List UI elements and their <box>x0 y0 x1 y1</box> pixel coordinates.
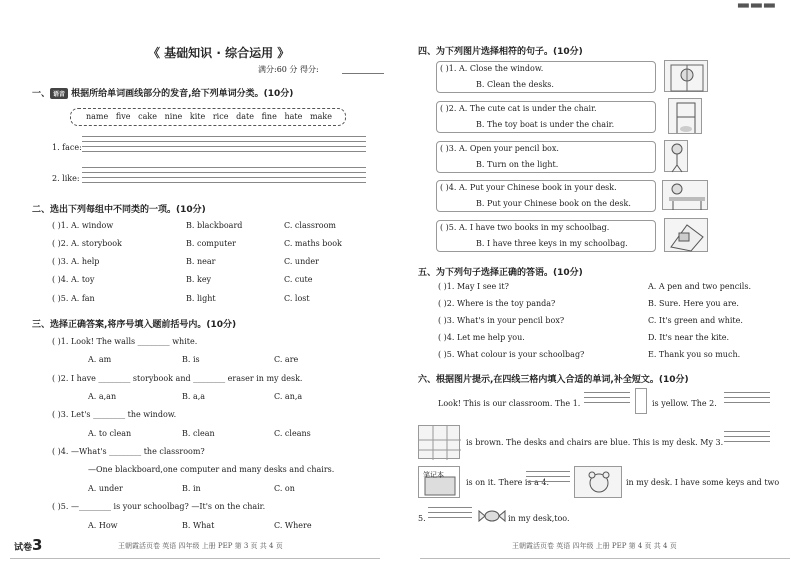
s3-q2: ( )2. I have ________ storybook and ________ eraser in my desk. <box>52 374 303 383</box>
schoolbag-picture <box>664 218 708 252</box>
section-2-heading: 二、选出下列每组中不同类的一项。(10分) <box>32 205 206 215</box>
corner-marks: ▀▀ ▀▀ ▀▀ <box>738 4 775 12</box>
s5-answer-4: D. It's near the kite. <box>648 333 730 342</box>
s2-item-3: ( )3. A. help <box>52 257 100 266</box>
s5-item-5: ( )5. What colour is your schoolbag? <box>438 350 585 359</box>
s3-q1-a: A. am <box>88 355 112 364</box>
s6-blank-1[interactable] <box>584 392 630 407</box>
score-label: 满分:60 分 得分: <box>258 65 319 74</box>
s4-item-5-b: B. I have three keys in my schoolbag. <box>476 239 628 248</box>
s6-blank-5[interactable] <box>428 507 472 522</box>
s3-q4-a: A. under <box>88 484 123 493</box>
s3-q4-line2: —One blackboard,one computer and many desks and chairs. <box>88 465 335 474</box>
s3-q5-c: C. Where <box>274 521 312 530</box>
bear-picture <box>574 466 622 498</box>
s2-item-2: ( )2. A. storybook <box>52 239 122 248</box>
floor-picture <box>418 425 460 459</box>
s4-item-3-a: ( )3. A. Open your pencil box. <box>440 144 559 153</box>
s3-q1-b: B. is <box>182 355 200 364</box>
s3-q5: ( )5. —________ is your schoolbag? —It's on the chair. <box>52 502 266 511</box>
s4-item-1-a: ( )1. A. Close the window. <box>440 64 544 73</box>
s3-q4-b: B. in <box>182 484 201 493</box>
s3-q5-a: A. How <box>88 521 118 530</box>
candy-picture <box>478 505 506 527</box>
s3-q3: ( )3. Let's ________ the window. <box>52 410 177 419</box>
s2-item-4: ( )4. A. toy <box>52 275 95 284</box>
face-lines[interactable] <box>82 136 366 156</box>
s2-item-3-b: B. near <box>186 257 216 266</box>
s2-item-3-c: C. under <box>284 257 319 266</box>
s2-item-1-c: C. classroom <box>284 221 336 230</box>
notebook-picture: 笔记本 <box>418 466 460 498</box>
footer-right-text: 王朝霞活页卷 英语 四年级 上册 PEP 第 4 页 共 4 页 <box>512 542 677 550</box>
s5-item-3: ( )3. What's in your pencil box? <box>438 316 565 325</box>
s3-q2-a: A. a,an <box>88 392 117 401</box>
s3-q2-c: C. an,a <box>274 392 303 401</box>
s2-item-5-b: B. light <box>186 294 216 303</box>
footer-rule-right <box>420 558 790 559</box>
section-tag: 语音 <box>50 88 68 99</box>
s2-item-1-b: B. blackboard <box>186 221 243 230</box>
s6-blank-3[interactable] <box>724 431 770 446</box>
s4-item-1-b: B. Clean the desks. <box>476 80 554 89</box>
s2-item-5: ( )5. A. fan <box>52 294 95 303</box>
row-face-label: 1. face: <box>52 143 82 152</box>
s5-item-2: ( )2. Where is the toy panda? <box>438 299 556 308</box>
child-light-picture <box>664 140 688 172</box>
score-blank[interactable] <box>342 73 384 74</box>
section-1-heading: 一、 语音 根据所给单词画线部分的发音,给下列单词分类。(10分) <box>32 89 294 99</box>
s5-item-4: ( )4. Let me help you. <box>438 333 525 342</box>
chair-picture <box>668 98 702 134</box>
s6-text-1a: Look! This is our classroom. The 1. <box>438 399 581 408</box>
s3-q4-c: C. on <box>274 484 295 493</box>
s3-q3-b: B. clean <box>182 429 215 438</box>
section-5-heading: 五、为下列句子选择正确的答语。(10分) <box>418 268 583 278</box>
s5-answer-2: B. Sure. Here you are. <box>648 299 739 308</box>
s3-q2-b: B. a,a <box>182 392 206 401</box>
s6-text-4a: 5. <box>418 514 426 523</box>
s4-item-4-b: B. Put your Chinese book on the desk. <box>476 199 631 208</box>
s6-blank-4[interactable] <box>526 471 570 486</box>
s6-text-4b: in my desk,too. <box>508 514 570 523</box>
s2-item-1: ( )1. A. window <box>52 221 114 230</box>
s5-answer-5: E. Thank you so much. <box>648 350 741 359</box>
s2-item-5-c: C. lost <box>284 294 310 303</box>
s2-item-4-c: C. cute <box>284 275 313 284</box>
word-list: name five cake nine kite rice date fine hate make <box>86 112 332 121</box>
s3-q1-c: C. are <box>274 355 299 364</box>
door-picture <box>635 388 647 414</box>
s2-item-2-c: C. maths book <box>284 239 342 248</box>
s5-item-1: ( )1. May I see it? <box>438 282 509 291</box>
paper-badge: 试卷3 <box>14 536 43 554</box>
s6-text-3a: is on it. There is a 4. <box>466 478 550 487</box>
s5-answer-1: A. A pen and two pencils. <box>648 282 751 291</box>
section-4-heading: 四、为下列图片选择相符的句子。(10分) <box>418 47 583 57</box>
footer-left-text: 王朝霞活页卷 英语 四年级 上册 PEP 第 3 页 共 4 页 <box>118 542 283 550</box>
s2-item-4-b: B. key <box>186 275 212 284</box>
s4-item-2-b: B. The toy boat is under the chair. <box>476 120 615 129</box>
window-picture <box>664 60 708 92</box>
s3-q3-a: A. to clean <box>88 429 132 438</box>
s5-answer-3: C. It's green and white. <box>648 316 743 325</box>
s6-text-1b: is yellow. The 2. <box>652 399 717 408</box>
s3-q1: ( )1. Look! The walls ________ white. <box>52 337 198 346</box>
row-like-label: 2. like: <box>52 174 80 183</box>
footer-rule <box>10 558 380 559</box>
s2-item-2-b: B. computer <box>186 239 236 248</box>
s6-blank-2[interactable] <box>724 392 770 407</box>
page-title: 《 基础知识 · 综合运用 》 <box>148 46 290 60</box>
s3-q3-c: C. cleans <box>274 429 311 438</box>
section-6-heading: 六、根据图片提示,在四线三格内填入合适的单词,补全短文。(10分) <box>418 375 689 385</box>
like-lines[interactable] <box>82 167 366 187</box>
s6-text-2a: is brown. The desks and chairs are blue. This is my desk. My 3. <box>466 438 724 447</box>
desk-picture <box>662 180 708 210</box>
s4-item-2-a: ( )2. A. The cute cat is under the chair. <box>440 104 597 113</box>
s3-q4: ( )4. —What's ________ the classroom? <box>52 447 205 456</box>
s4-item-4-a: ( )4. A. Put your Chinese book in your desk. <box>440 183 617 192</box>
s4-item-3-b: B. Turn on the light. <box>476 160 559 169</box>
section-3-heading: 三、选择正确答案,将序号填入题前括号内。(10分) <box>32 320 237 330</box>
s4-item-5-a: ( )5. A. I have two books in my schoolbag. <box>440 223 610 232</box>
s3-q5-b: B. What <box>182 521 215 530</box>
s6-text-3b: in my desk. I have some keys and two <box>626 478 780 487</box>
